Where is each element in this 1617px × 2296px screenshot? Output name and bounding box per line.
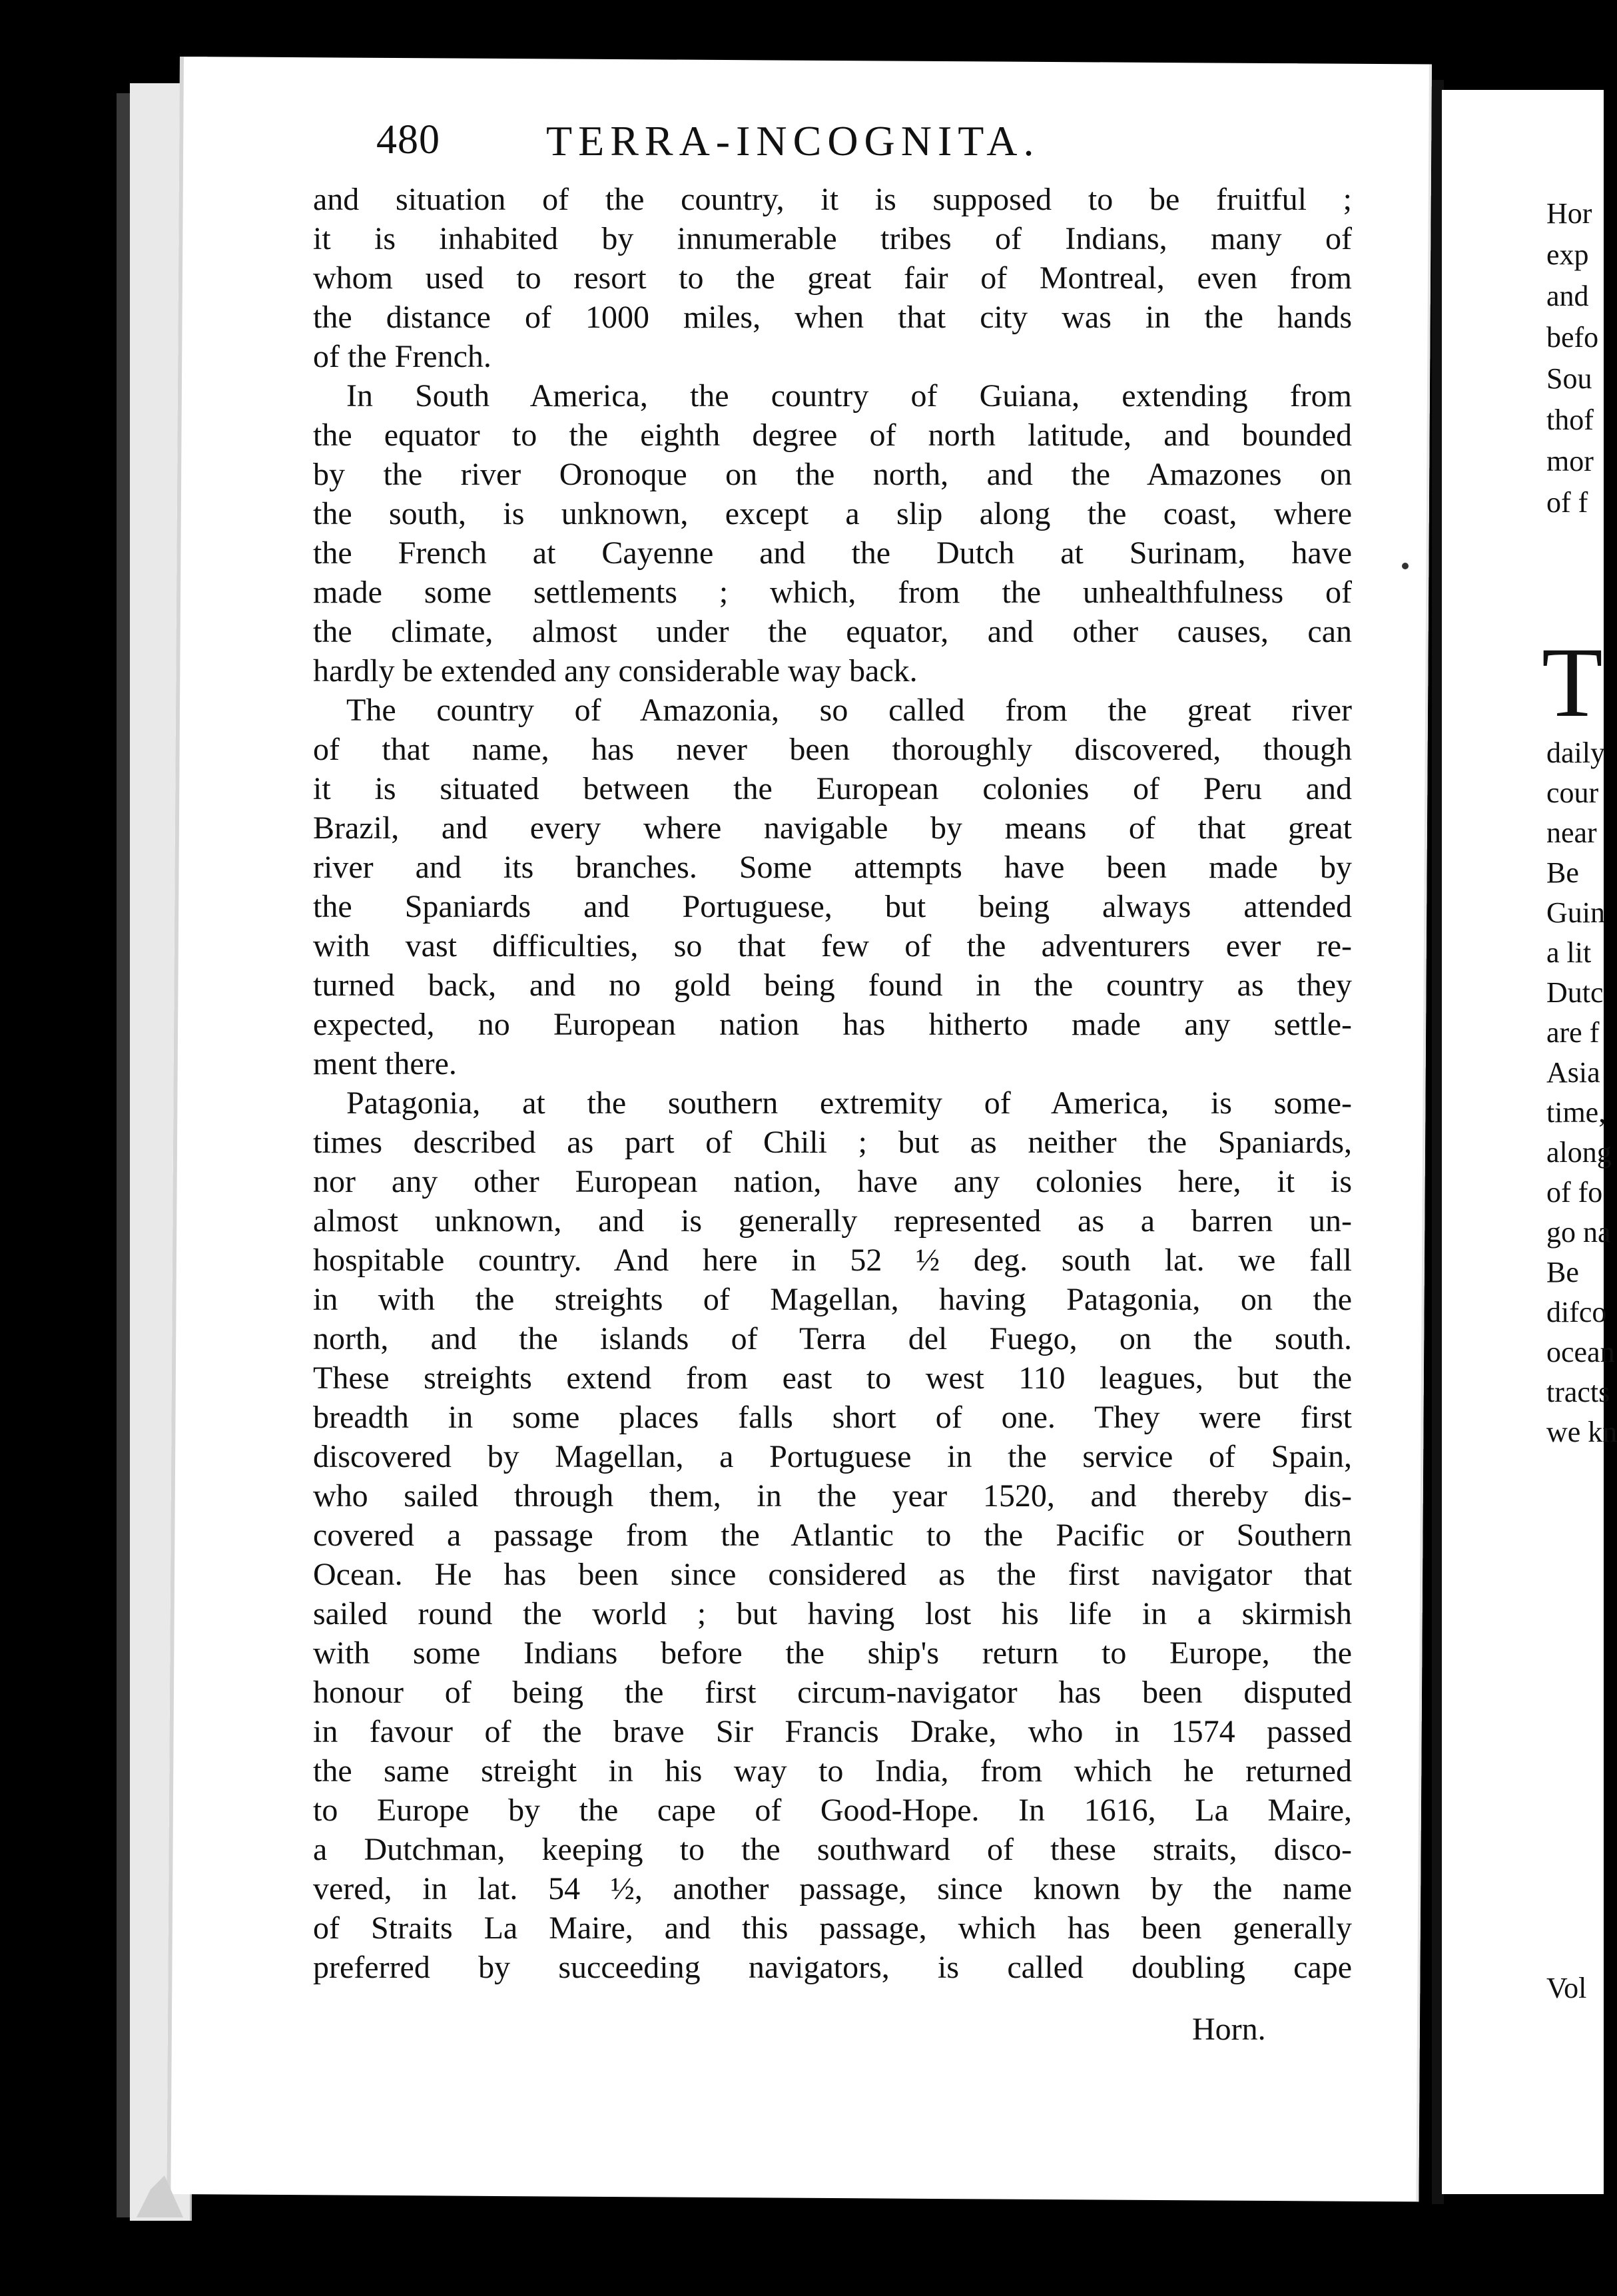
facing-fragment: of f <box>1546 486 1588 519</box>
margin-speck <box>1402 563 1409 569</box>
facing-drop-cap: T <box>1542 627 1603 738</box>
text-line: Ocean. He has been since considered as the first navigator that <box>313 1557 1352 1592</box>
text-line: made some settlements ; which, from the unhealthfulness of <box>313 575 1352 610</box>
body-text <box>313 180 1352 1987</box>
facing-fragment: and <box>1546 280 1589 312</box>
facing-fragment: near <box>1546 816 1597 849</box>
text-line: the distance of 1000 miles, when that city was in the hands <box>313 300 1352 335</box>
text-line: turned back, and no gold being found in the country as they <box>313 968 1352 1003</box>
text-line: expected, no European nation has hitherto made any settle- <box>313 1007 1352 1042</box>
facing-fragment: go na <box>1546 1216 1611 1249</box>
text-line: and situation of the country, it is supposed to be fruitful ; <box>313 182 1352 217</box>
text-line: Brazil, and every where navigable by means of that great <box>313 810 1352 846</box>
facing-fragment: of fo <box>1546 1176 1603 1209</box>
text-line: the French at Cayenne and the Dutch at Surinam, have <box>313 535 1352 571</box>
facing-fragment: mor <box>1546 445 1594 477</box>
running-header <box>376 117 1375 170</box>
facing-fragment: a lit <box>1546 936 1592 969</box>
facing-fragment: are f <box>1546 1016 1600 1049</box>
text-line: covered a passage from the Atlantic to the Pacific or Southern <box>313 1518 1352 1553</box>
page-number: 480 <box>376 117 440 162</box>
text-line: in favour of the brave Sir Francis Drake, who in 1574 passed <box>313 1714 1352 1749</box>
facing-fragment: tracts <box>1546 1376 1610 1408</box>
text-line: ment there. <box>313 1046 457 1081</box>
running-title: TERRA-INCOGNITA. <box>546 117 1040 164</box>
facing-fragment: Vol <box>1546 1972 1587 2004</box>
text-line: nor any other European nation, have any colonies here, it is <box>313 1164 1352 1199</box>
facing-fragment: ocean <box>1546 1336 1615 1368</box>
facing-fragment: time, <box>1546 1096 1606 1129</box>
text-line: almost unknown, and is generally represented as a barren un- <box>313 1203 1352 1239</box>
facing-fragment: thof <box>1546 404 1594 436</box>
text-line: times described as part of Chili ; but as neither the Spaniards, <box>313 1125 1352 1160</box>
text-line: with vast difficulties, so that few of the adventurers ever re- <box>313 928 1352 964</box>
text-line: discovered by Magellan, a Portuguese in the service of Spain, <box>313 1439 1352 1474</box>
facing-fragment: Dutc <box>1546 976 1604 1009</box>
text-line: These streights extend from east to west 110 leagues, but the <box>313 1360 1352 1396</box>
text-line: honour of being the first circum-navigator has been disputed <box>313 1675 1352 1710</box>
text-line: sailed round the world ; but having lost his life in a skirmish <box>313 1596 1352 1631</box>
facing-fragment: Guin <box>1546 896 1605 929</box>
facing-fragment: Sou <box>1546 362 1592 395</box>
facing-fragment: Asia <box>1546 1056 1600 1089</box>
facing-fragment: we kn <box>1546 1416 1617 1448</box>
text-line: in with the streights of Magellan, having Patagonia, on the <box>313 1282 1352 1317</box>
paragraph-start: In South America, the country of Guiana, extending from <box>346 378 1352 414</box>
text-line: whom used to resort to the great fair of Montreal, even from <box>313 260 1352 296</box>
catchword: Horn. <box>1192 2012 1266 2047</box>
text-line: it is inhabited by innumerable tribes of Indians, many of <box>313 221 1352 256</box>
text-line: it is situated between the European colonies of Peru and <box>313 771 1352 806</box>
text-line: of Straits La Maire, and this passage, which has been generally <box>313 1910 1352 1946</box>
text-line: hospitable country. And here in 52 ½ deg. south lat. we fall <box>313 1243 1352 1278</box>
facing-fragment: Hor <box>1546 197 1592 230</box>
facing-fragment: Be <box>1546 856 1579 889</box>
paragraph-start: Patagonia, at the southern extremity of America, is some- <box>346 1085 1352 1121</box>
facing-fragment: exp <box>1546 238 1589 271</box>
facing-fragment: daily <box>1546 736 1605 769</box>
text-line: preferred by succeeding navigators, is called doubling cape <box>313 1950 1352 1985</box>
text-line: the equator to the eighth degree of north latitude, and bounded <box>313 418 1352 453</box>
text-line: who sailed through them, in the year 1520, and thereby dis- <box>313 1478 1352 1514</box>
text-line: hardly be extended any considerable way back. <box>313 653 918 689</box>
text-line: of the French. <box>313 339 491 374</box>
text-line: a Dutchman, keeping to the southward of these straits, disco- <box>313 1832 1352 1867</box>
text-line: north, and the islands of Terra del Fuego, on the south. <box>313 1321 1352 1356</box>
text-line: the south, is unknown, except a slip along the coast, where <box>313 496 1352 531</box>
text-line: the same streight in his way to India, from which he returned <box>313 1753 1352 1789</box>
text-line: breadth in some places falls short of one. They were first <box>313 1400 1352 1435</box>
facing-fragment: befo <box>1546 321 1599 354</box>
facing-fragment: cour <box>1546 776 1599 809</box>
text-line: vered, in lat. 54 ½, another passage, since known by the name <box>313 1871 1352 1906</box>
paragraph-start: The country of Amazonia, so called from the great river <box>346 693 1352 728</box>
facing-fragment: along <box>1546 1136 1612 1169</box>
text-line: to Europe by the cape of Good-Hope. In 1616, La Maire, <box>313 1793 1352 1828</box>
text-line: with some Indians before the ship's return to Europe, the <box>313 1635 1352 1671</box>
text-line: river and its branches. Some attempts have been made by <box>313 850 1352 885</box>
facing-fragment: difco <box>1546 1296 1607 1328</box>
text-line: of that name, has never been thoroughly discovered, though <box>313 732 1352 767</box>
text-line: the climate, almost under the equator, and other causes, can <box>313 614 1352 649</box>
text-line: the Spaniards and Portuguese, but being always attended <box>313 889 1352 924</box>
text-line: by the river Oronoque on the north, and the Amazones on <box>313 457 1352 492</box>
facing-fragment: Be <box>1546 1256 1579 1289</box>
